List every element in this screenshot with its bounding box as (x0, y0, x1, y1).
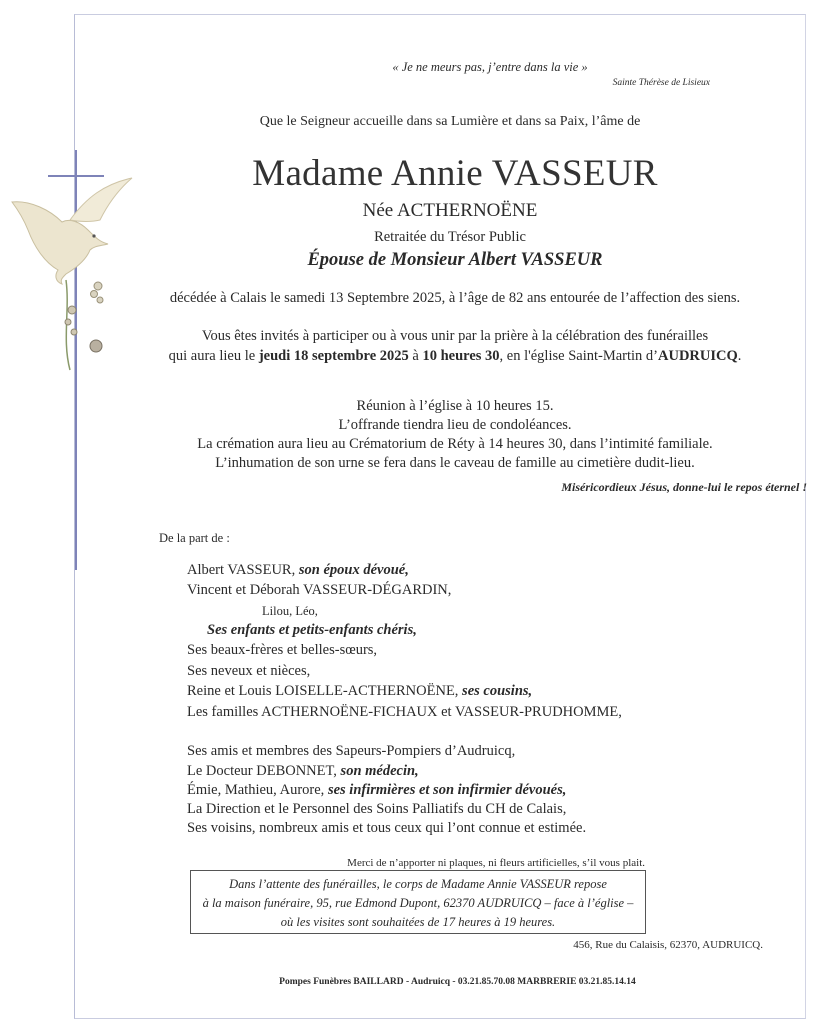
occupation: Retraitée du Trésor Public (374, 229, 526, 245)
family-name: Le Docteur DEBONNET, (187, 763, 341, 779)
ceremony-line-3: La crémation aura lieu au Crématorium de Réty à 14 heures 30, dans l’intimité familiale. (197, 436, 713, 452)
invitation-end: . (737, 348, 742, 364)
death-announcement: décédée à Calais le samedi 13 Septembre 2025, à l’âge de 82 ans entourée de l’affection des siens. (169, 290, 741, 306)
funeral-home-footer: Pompes Funèbres BAILLARD - Audruicq - 03.21.85.70.08 MARBRERIE 03.21.85.14.14 (279, 977, 636, 987)
intro-text: Que le Seigneur accueille dans sa Lumière et dans sa Paix, l’âme de (259, 114, 641, 129)
notice-line-1: Dans l’attente des funérailles, le corps de Madame Annie VASSEUR repose (229, 877, 607, 891)
family-name: Albert VASSEUR, (187, 562, 299, 578)
family-line-5: Ses beaux-frères et belles-sœurs, (187, 642, 378, 658)
family-line-3: Lilou, Léo, (262, 604, 318, 618)
funeral-town: AUDRUICQ (658, 348, 738, 364)
epigraph-quote: « Je ne meurs pas, j’entre dans la vie » (392, 60, 588, 74)
family-line-12: La Direction et le Personnel des Soins Palliatifs du CH de Calais, (187, 801, 567, 817)
family-line-4 (207, 622, 417, 639)
no-flowers-note: Merci de n’apporter ni plaques, ni fleurs artificielles, s’il vous plait. (347, 857, 645, 869)
spouse-line: Épouse de Monsieur Albert VASSEUR (307, 250, 603, 270)
notice-line-2: à la maison funéraire, 95, rue Edmond Dupont, 62370 AUDRUICQ – face à l’église – (202, 896, 634, 910)
invitation-at: à (408, 348, 423, 364)
family-line-9: Ses amis et membres des Sapeurs-Pompiers d’Audruicq, (187, 743, 516, 759)
family-role: Ses enfants et petits-enfants chéris, (207, 622, 417, 638)
family-name: Émie, Mathieu, Aurore, (187, 782, 328, 798)
ceremony-line-2: L’offrande tiendra lieu de condoléances. (338, 417, 572, 433)
family-name: Reine et Louis LOISELLE-ACTHERNOËNE, (187, 683, 463, 699)
epigraph-source: Sainte Thérèse de Lisieux (612, 78, 710, 88)
family-line-2: Vincent et Déborah VASSEUR-DÉGARDIN, (187, 582, 452, 598)
invitation-prefix: qui aura lieu le (168, 348, 259, 364)
from-label: De la part de : (159, 531, 230, 545)
family-role: ses cousins, (462, 683, 533, 699)
family-line-8: Les familles ACTHERNOËNE-FICHAUX et VASSEUR-PRUDHOMME, (187, 704, 622, 720)
flower-stem-icon (65, 280, 103, 370)
family-role: son médecin, (340, 763, 419, 779)
family-role: son époux dévoué, (298, 562, 409, 578)
family-line-13: Ses voisins, nombreux amis et tous ceux qui l’ont connue et estimée. (187, 820, 587, 836)
family-line-7 (187, 683, 532, 700)
deceased-name: Madame Annie VASSEUR (252, 153, 658, 194)
ceremony-line-4: L’inhumation de son urne se fera dans le caveau de famille au cimetière dudit-lieu. (215, 455, 695, 471)
prayer-line: Miséricordieux Jésus, donne-lui le repos éternel ! (561, 480, 807, 494)
maiden-name: Née ACTHERNOËNE (362, 200, 538, 221)
family-role: ses infirmières et son infirmier dévoués, (327, 782, 567, 798)
funeral-date: jeudi 18 septembre 2025 (258, 348, 409, 364)
family-line-11 (187, 782, 566, 799)
ceremony-line-1: Réunion à l’église à 10 heures 15. (356, 398, 554, 414)
invitation-line-1: Vous êtes invités à participer ou à vous unir par la prière à la célébration des funérailles (201, 328, 709, 344)
church-name: , en l'église Saint-Martin d’ (499, 348, 658, 364)
dove-icon (12, 178, 132, 284)
family-line-10 (187, 763, 419, 780)
funeral-time: 10 heures 30 (422, 348, 500, 364)
family-line-1 (187, 562, 409, 579)
notice-line-3: où les visites sont souhaitées de 17 heures à 19 heures. (280, 915, 556, 929)
family-line-6: Ses neveux et nièces, (187, 663, 311, 679)
invitation-line-2 (100, 348, 810, 365)
visitation-notice-box (190, 870, 646, 934)
family-address: 456, Rue du Calaisis, 62370, AUDRUICQ. (573, 939, 763, 951)
